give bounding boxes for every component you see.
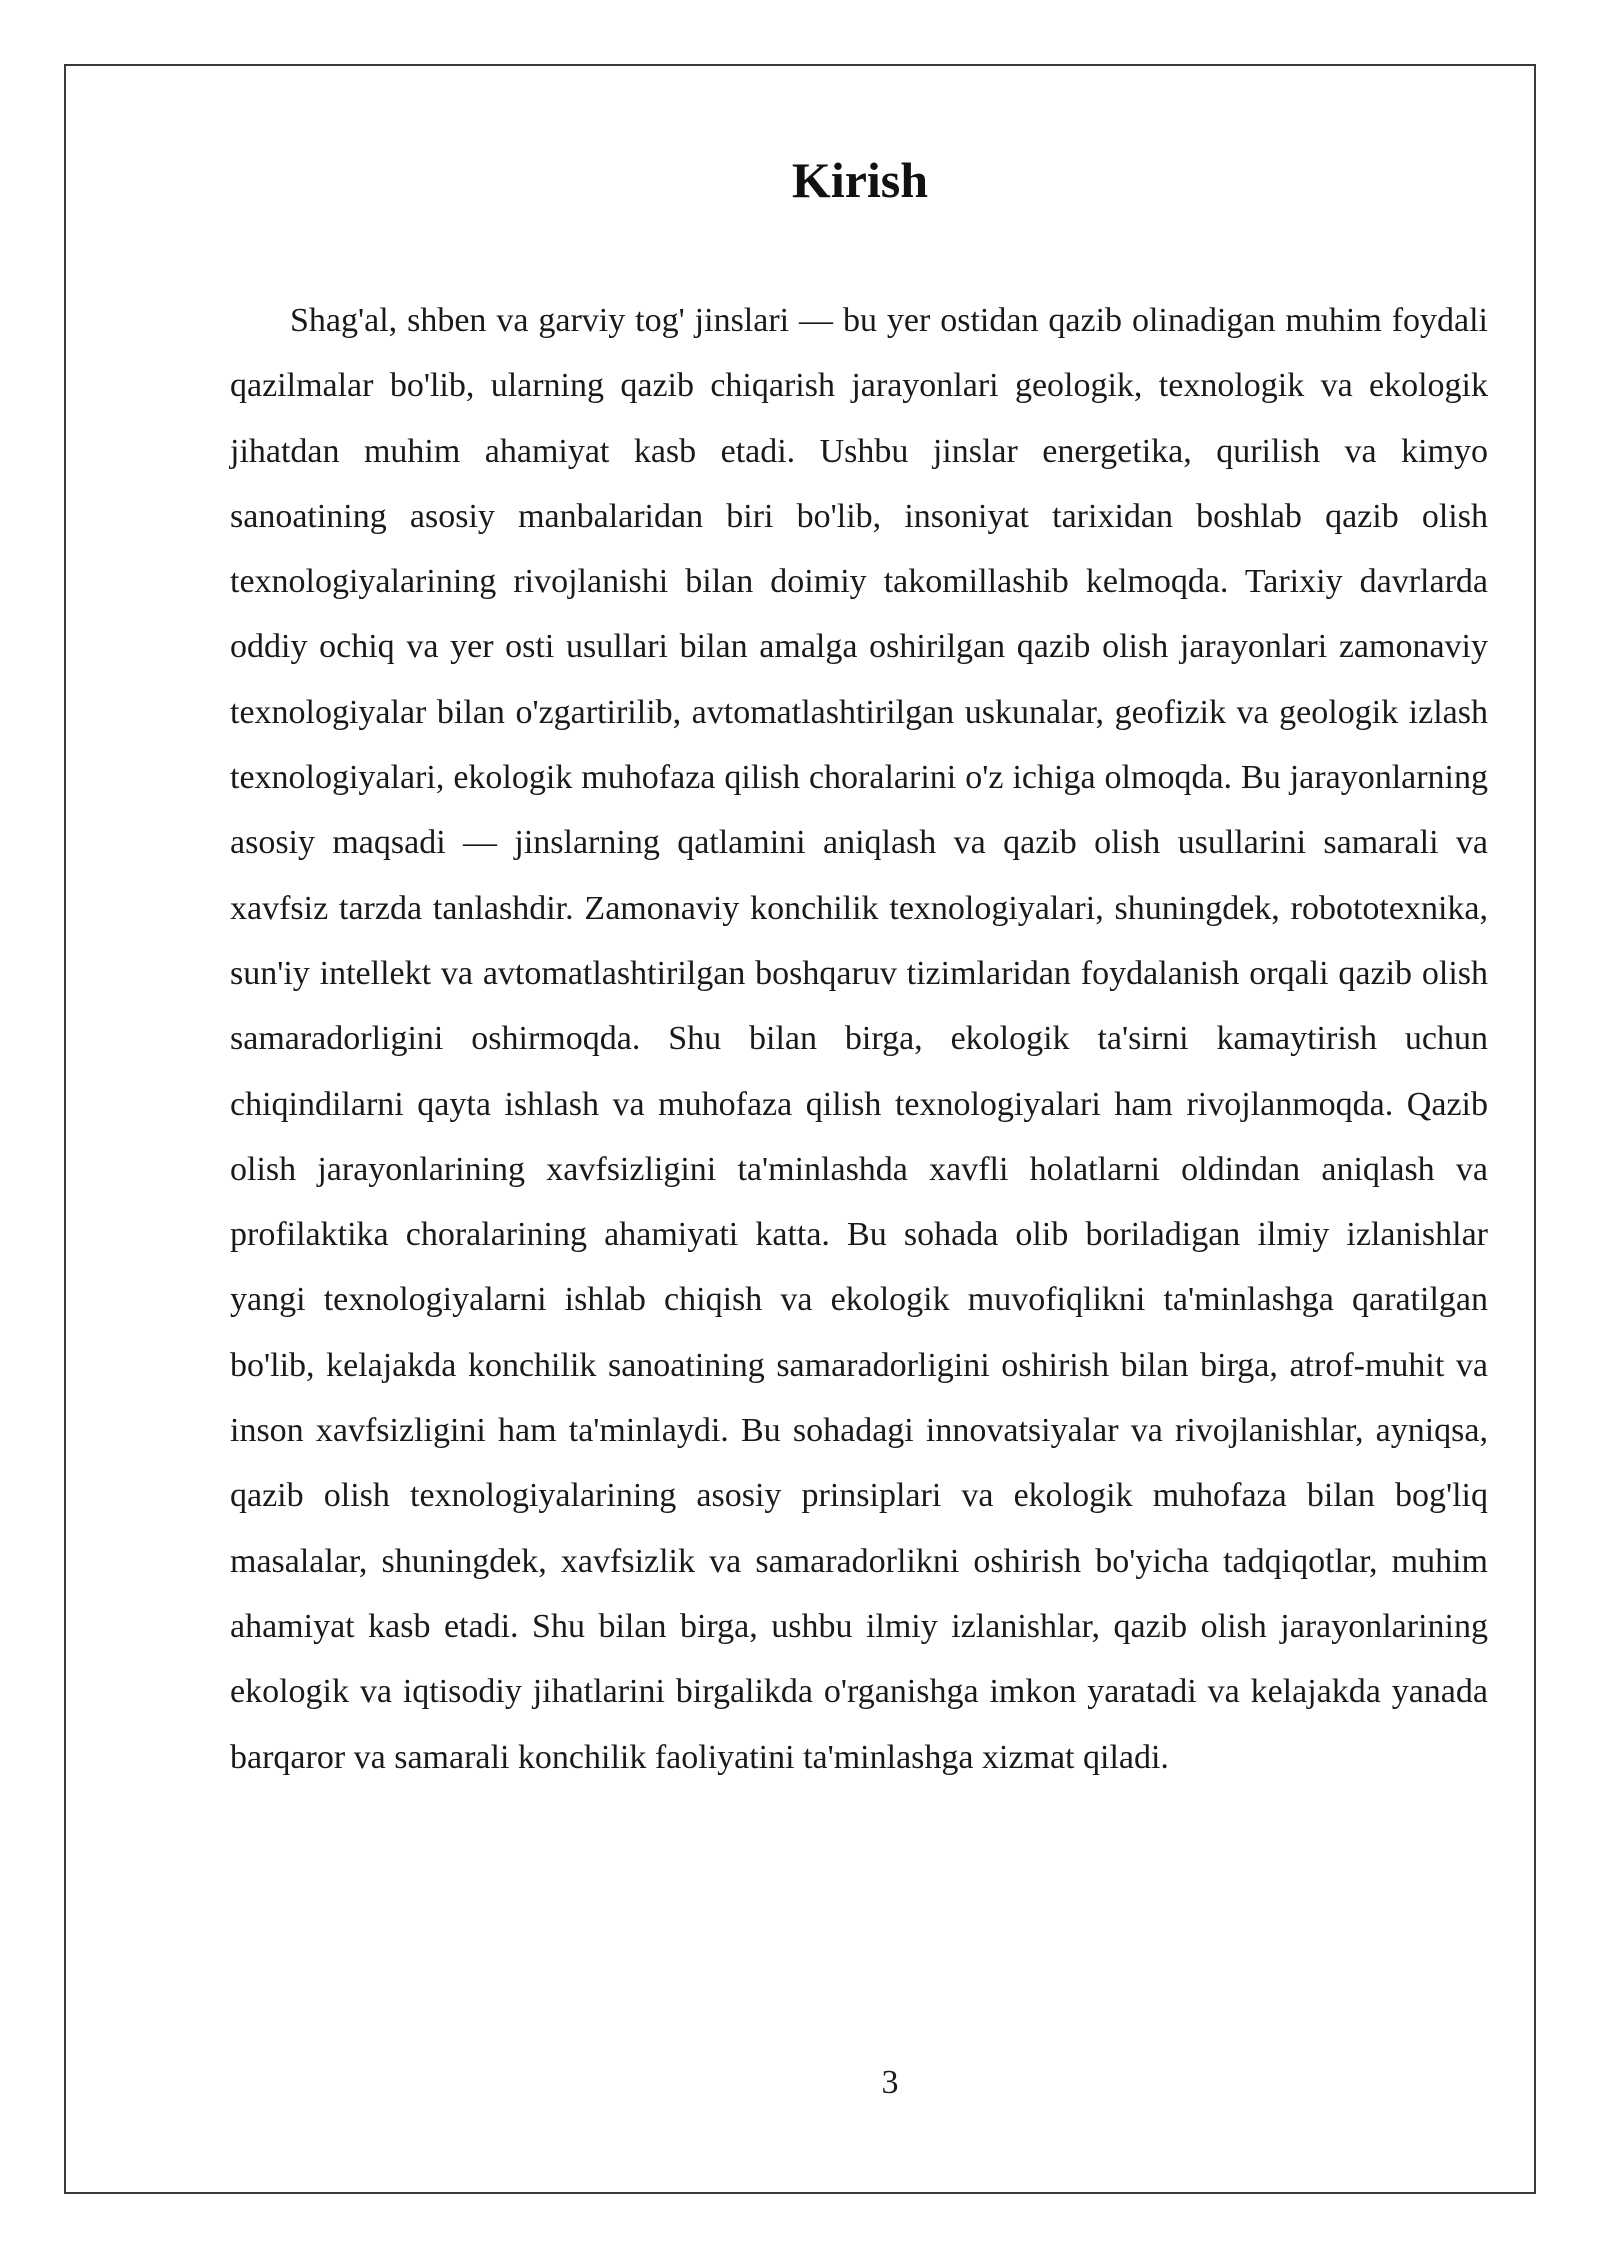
body-paragraph: Shag'al, shben va garviy tog' jinslari — bu yer ostidan qazib olinadigan muhim foydali qazilmalar bo'lib, ularning qazib chiqarish jarayonlari geologik, texnologik va ekologik jihatdan muhim ahamiyat kasb etadi. Ushbu jinslar energetika, qurilish va kimyo sanoatining asosiy manbalaridan biri bo'lib, insoniyat tarixidan boshlab qazib olish texnologiyalarining rivojlanishi bilan doimiy takomillashib kelmoqda. Tarixiy davrlarda oddiy ochiq va yer osti usullari bilan amalga oshirilgan qazib olish jarayonlari zamonaviy texnologiyalar bilan o'zgartirilib, avtomatlashtirilgan uskunalar, geofizik va geologik izlash texnologiyalari, ekologik muhofaza qilish choralarini o'z ichiga olmoqda. Bu jarayonlarning asosiy maqsadi — jinslarning qatlamini aniqlash va qazib olish usullarini samarali va xavfsiz tarzda tanlashdir. Zamonaviy konchilik texnologiyalari, shuningdek, robototexnika, sun'iy intellekt va avtomatlashtirilgan boshqaruv tizimlaridan foydalanish orqali qazib olish samaradorligini oshirmoqda. Shu bilan birga, ekologik ta'sirni kamaytirish uchun chiqindilarni qayta ishlash va muhofaza qilish texnologiyalari ham rivojlanmoqda. Qazib olish jarayonlarining xavfsizligini ta'minlashda xavfli holatlarni oldindan aniqlash va profilaktika choralarining ahamiyati katta. Bu sohada olib boriladigan ilmiy izlanishlar yangi texnologiyalarni ishlab chiqish va ekologik muvofiqlikni ta'minlashga qaratilgan bo'lib, kelajakda konchilik sanoatining samaradorligini oshirish bilan birga, atrof-muhit va inson xavfsizligini ham ta'minlaydi. Bu sohadagi innovatsiyalar va rivojlanishlar, ayniqsa, qazib olish texnologiyalarining asosiy prinsiplari va ekologik muhofaza bilan bog'liq masalalar, shuningdek, xavfsizlik va samaradorlikni oshirish bo'yicha tadqiqotlar, muhim ahamiyat kasb etadi. Shu bilan birga, ushbu ilmiy izlanishlar, qazib olish jarayonlarining ekologik va iqtisodiy jihatlarini birgalikda o'rganishga imkon yaratadi va kelajakda yanada barqaror va samarali konchilik faoliyatini ta'minlashga xizmat qiladi.	[230, 302, 1488, 1776]
page-number: 3	[881, 2064, 899, 2101]
page-title: Kirish	[791, 152, 929, 208]
